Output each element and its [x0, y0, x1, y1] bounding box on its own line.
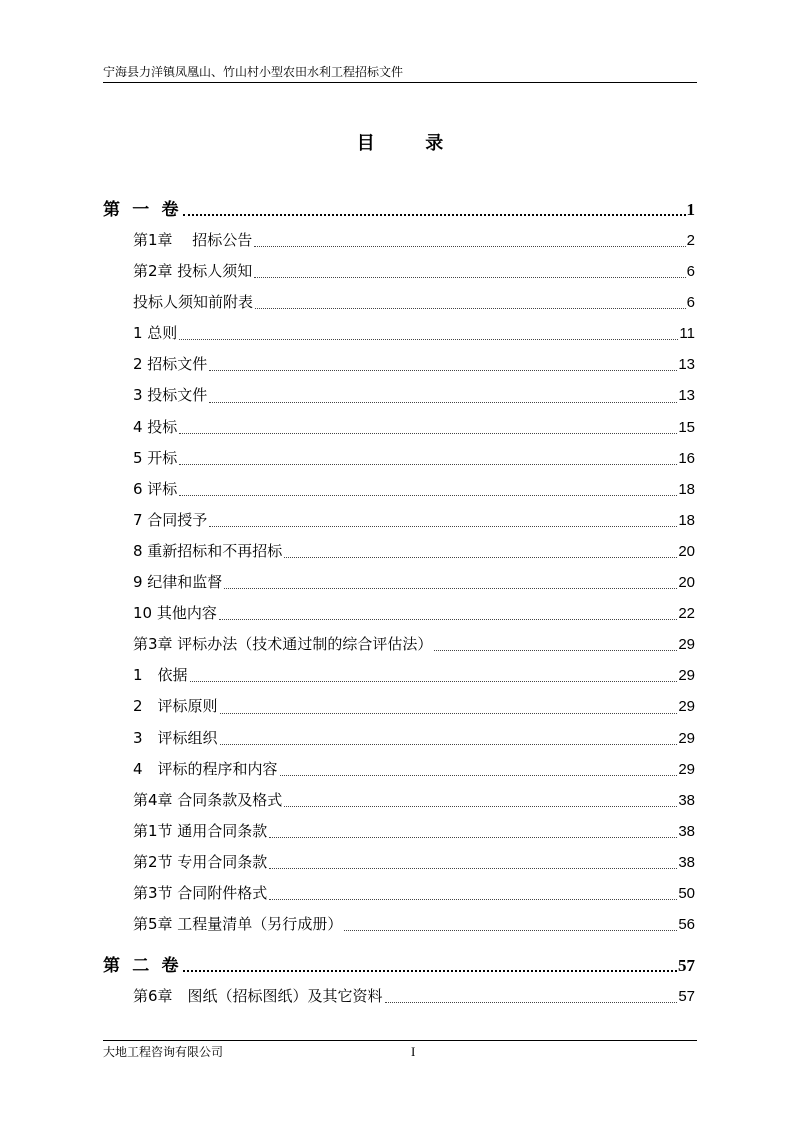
toc-entry-row: [103, 256, 695, 287]
toc-entry-label: 第3章 评标办法（技术通过制的综合评估法）: [133, 635, 433, 654]
dot-leader: [344, 930, 677, 931]
toc-entry-row: [103, 318, 695, 349]
toc-entry-page: 20: [678, 542, 695, 560]
toc-volume-row: [103, 951, 695, 981]
dot-leader: [220, 713, 678, 714]
toc-entry-page: 50: [678, 884, 695, 902]
toc-entry-label: 6 评标: [133, 479, 178, 498]
table-of-contents: [103, 195, 695, 1012]
toc-entry-page: 56: [678, 916, 695, 934]
toc-volume-row: [103, 195, 695, 225]
toc-entry-page: 57: [678, 988, 695, 1006]
toc-entry-label: 4 评标的程序和内容: [133, 759, 278, 778]
toc-entry-page: 6: [686, 294, 695, 312]
dot-leader: [284, 806, 677, 807]
toc-entry-label: 2 评标原则: [133, 697, 218, 716]
toc-entry-page: 18: [678, 511, 695, 529]
toc-entry-label: 第5章 工程量清单（另行成册）: [133, 915, 343, 934]
dot-leader: [179, 339, 678, 340]
toc-entry-label: 8 重新招标和不再招标: [133, 541, 283, 560]
toc-entry-page: 29: [678, 729, 695, 747]
toc-entry-label: 10 其他内容: [133, 604, 217, 623]
dot-leader: [190, 681, 678, 682]
toc-entry-row: [103, 785, 695, 816]
toc-entry-page: 38: [678, 822, 695, 840]
dot-leader: [269, 899, 677, 900]
toc-volume-label: 第 一 卷: [103, 200, 179, 219]
toc-entry-row: [103, 474, 695, 505]
toc-entry-row: [103, 536, 695, 567]
toc-entry-label: 1 依据: [133, 666, 188, 685]
toc-entry-page: 6: [686, 263, 695, 281]
toc-volume-page: 1: [686, 200, 695, 219]
dot-leader: [220, 744, 678, 745]
toc-entry-label: 第2章 投标人须知: [133, 262, 253, 281]
dot-leader: [183, 970, 678, 972]
running-footer: [103, 1040, 697, 1065]
company-name: 大地工程咨询有限公司: [103, 1045, 224, 1059]
dot-leader: [254, 246, 685, 247]
toc-entry-page: 20: [678, 574, 695, 592]
toc-volume-page: 57: [678, 956, 695, 976]
toc-entry-label: 9 纪律和监督: [133, 573, 223, 592]
toc-entry-row: [103, 598, 695, 629]
toc-entry-page: 29: [678, 760, 695, 778]
dot-leader: [219, 619, 677, 620]
toc-entry-page: 18: [678, 480, 695, 498]
dot-leader: [385, 1002, 678, 1003]
toc-entry-label: 1 总则: [133, 324, 178, 343]
toc-entry-row: [103, 349, 695, 380]
toc-entry-row: [103, 909, 695, 940]
toc-entry-label: 第1章 招标公告: [133, 231, 253, 249]
dot-leader: [179, 464, 677, 465]
toc-entry-row: [103, 754, 695, 785]
toc-entry-page: 13: [678, 387, 695, 405]
dot-leader: [179, 433, 677, 434]
dot-leader: [224, 588, 677, 589]
toc-entry-page: 29: [678, 636, 695, 654]
toc-entry-label: 第1节 通用合同条款: [133, 821, 268, 840]
toc-entry-row: [103, 660, 695, 691]
dot-leader: [280, 775, 678, 776]
dot-leader: [209, 526, 677, 527]
toc-entry-page: 11: [679, 325, 695, 343]
toc-volume-label: 第 二 卷: [103, 956, 179, 976]
toc-entry-row: [103, 225, 695, 256]
toc-entry-label: 第4章 合同条款及格式: [133, 790, 283, 809]
toc-entry-label: 3 评标组织: [133, 728, 218, 747]
dot-leader: [209, 402, 677, 403]
toc-entry-row: [103, 412, 695, 443]
dot-leader: [269, 837, 677, 838]
toc-entry-row: [103, 878, 695, 909]
dot-leader: [255, 308, 686, 309]
dot-leader: [179, 495, 677, 496]
toc-entry-page: 16: [678, 449, 695, 467]
toc-entry-row: [103, 847, 695, 878]
toc-entry-page: 13: [678, 356, 695, 374]
toc-entry-row: [103, 981, 695, 1012]
document-title: 宁海县力洋镇凤凰山、竹山村小型农田水利工程招标文件: [103, 65, 404, 79]
dot-leader: [434, 650, 677, 651]
toc-entry-label: 3 投标文件: [133, 386, 208, 405]
dot-leader: [209, 370, 677, 371]
toc-entry-row: [103, 629, 695, 660]
toc-entry-row: [103, 816, 695, 847]
toc-entry-label: 7 合同授予: [133, 510, 208, 529]
toc-entry-page: 38: [678, 853, 695, 871]
toc-entry-page: 38: [678, 791, 695, 809]
toc-entry-page: 22: [678, 605, 695, 623]
toc-entry-page: 2: [686, 232, 695, 249]
toc-entry-label: 4 投标: [133, 417, 178, 436]
running-header: [103, 63, 697, 83]
page-number: I: [411, 1044, 416, 1059]
toc-entry-page: 29: [678, 667, 695, 685]
toc-entry-row: [103, 723, 695, 754]
toc-entry-row: [103, 691, 695, 722]
dot-leader: [284, 557, 677, 558]
dot-leader: [254, 277, 685, 278]
toc-entry-page: 15: [678, 418, 695, 436]
toc-entry-row: [103, 443, 695, 474]
toc-heading: 目 录: [356, 133, 444, 153]
toc-entry-row: [103, 380, 695, 411]
toc-entry-page: 29: [678, 698, 695, 716]
toc-entry-label: 第2节 专用合同条款: [133, 852, 268, 871]
toc-entry-row: [103, 287, 695, 318]
toc-entry-label: 2 招标文件: [133, 355, 208, 374]
dot-leader: [183, 214, 686, 216]
dot-leader: [269, 868, 677, 869]
toc-entry-row: [103, 505, 695, 536]
toc-entry-label: 5 开标: [133, 448, 178, 467]
toc-entry-label: 投标人须知前附表: [133, 293, 254, 312]
toc-entry-label: 第3节 合同附件格式: [133, 883, 268, 902]
toc-entry-row: [103, 567, 695, 598]
toc-entry-label: 第6章 图纸（招标图纸）及其它资料: [133, 987, 383, 1006]
